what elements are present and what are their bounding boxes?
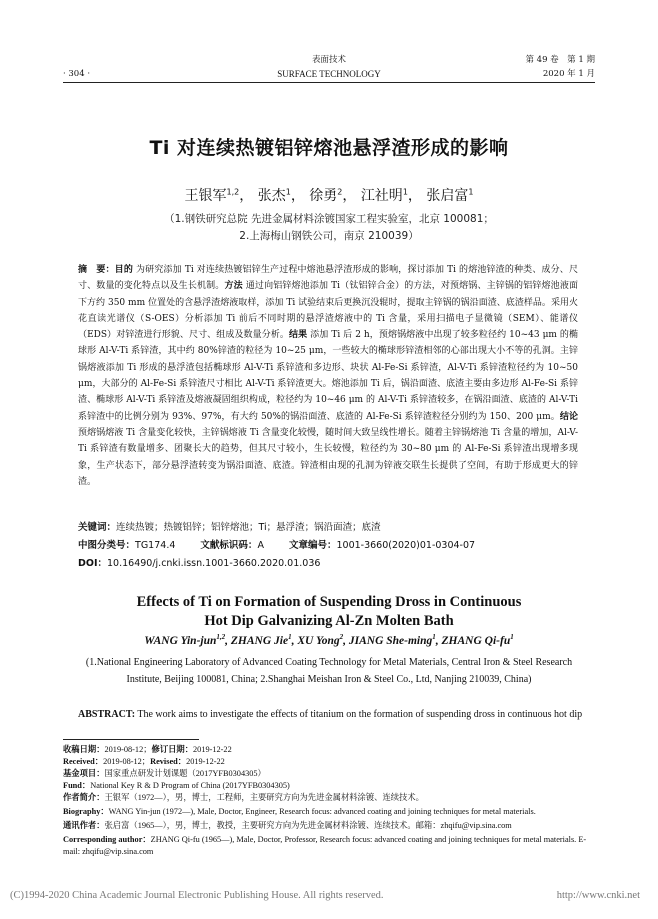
author-en-affil: 1 — [432, 633, 436, 641]
author-en-sep: , — [291, 634, 298, 647]
author-en-affil: 1,2 — [216, 633, 226, 641]
clc-label: 中图分类号： — [78, 540, 136, 551]
author-cn: 张启富 — [426, 188, 469, 204]
author-cn-affil: 2 — [337, 187, 343, 197]
keywords-value: 连续热镀；热镀铝锌；铝锌熔池；Ti；悬浮渣；锅沿面渣；底渣 — [116, 522, 381, 533]
author-cn-affil: 1 — [402, 187, 408, 197]
author-en: WANG Yin-jun — [144, 634, 217, 647]
author-en: JIANG She-ming — [348, 634, 433, 647]
keywords-label: 关键词： — [78, 522, 117, 533]
paper-title-cn: Ti 对连续热镀铝锌熔池悬浮渣形成的影响 — [149, 137, 509, 159]
corr-en-label: Corresponding author： — [63, 835, 151, 844]
author-cn-affil: 1 — [468, 187, 474, 197]
affiliation-en-line2: Institute, Beijing 100081, China; 2.Shanghai Meishan Iron & Steel Co., Ltd, Nanjing 210039, China) — [126, 674, 532, 685]
footnote-corr-cn — [63, 820, 595, 832]
purpose-text: 为研究添加 Ti 对连续热镀铝锌生产过程中熔池悬浮渣形成的影响，探讨添加 Ti 的熔池锌渣的种类、成分、尺寸、数量的变化特点以及生长机制。 — [78, 265, 578, 292]
authors-cn — [0, 185, 658, 205]
clc-value: TG174.4 — [135, 540, 176, 551]
received-cn: 2019-08-12； — [104, 745, 152, 754]
author-cn-affil: 1,2 — [226, 187, 240, 197]
doi-line — [78, 555, 320, 569]
author-cn-affil: 1 — [285, 187, 291, 197]
doi-value: 10.16490/j.cnki.issn.1001-3660.2020.01.036 — [107, 558, 321, 569]
author-cn-sep: ， — [342, 188, 357, 204]
fund-en-label: Fund： — [63, 781, 91, 790]
author-en: XU Yong — [297, 634, 340, 647]
revised-en-label: Revised： — [150, 757, 187, 766]
bio-en: WANG Yin-jun (1972—), Male, Doctor, Engineer, Research focus: advanced coating and joining techniques for metal materials. — [108, 807, 536, 816]
journal-title-en: SURFACE TECHNOLOGY — [277, 69, 381, 79]
author-en-sep: , — [435, 634, 442, 647]
copyright-footer: (C)1994-2020 China Academic Journal Electronic Publishing House. All rights reserved. — [10, 890, 384, 901]
author-cn: 张杰 — [257, 188, 286, 204]
conclusion-text: 预熔锅熔液 Ti 含量变化较快，主锌锅熔液 Ti 含量变化较慢，随时间大致呈线性增长。随着主锌锅熔池 Ti 含量的增加，Al-V-Ti 系锌渣有数量增多、团聚长大的趋势，但其尺寸较小，生长较慢，粒径约为 30~80 μm 的 Al-Fe-Si 系锌渣出现增多现象，生产状态下，部分悬浮渣转变为锅沿面渣、底渣。锌渣相由现的孔洞为锌液交联生长提供了空间，有助于形成更大的锌渣。 — [78, 427, 578, 487]
method-label: 方法 — [224, 281, 243, 292]
revised-en: 2019-12-22 — [186, 757, 225, 766]
abstract-cn-label: 摘 要： — [78, 265, 115, 275]
fund-en: National Key R & D Program of China (2017YFB0304305) — [90, 781, 290, 790]
affiliation-en-line1: (1.National Engineering Laboratory of Advanced Coating Technology for Metal Materials, Central Iron & Steel Research — [85, 657, 573, 668]
abstract-cn — [78, 262, 578, 490]
corr-cn: 张启富（1965—），男，博士，教授，主要研究方向为先进金属材料涂镀、连续技术。邮箱：zhqifu@vip.sina.com — [104, 821, 512, 830]
revised-cn-label: 修订日期： — [151, 745, 194, 754]
affiliation-cn-line2: 2.上海梅山钢铁公司，南京 210039） — [239, 230, 419, 242]
author-cn: 王银军 — [184, 188, 227, 204]
author-cn-sep: ， — [290, 188, 305, 204]
doc-code-label: 文献标识码： — [200, 540, 258, 551]
fund-cn: 国家重点研发计划课题（2017YFB0304305） — [104, 769, 266, 778]
revised-cn: 2019-12-22 — [193, 745, 232, 754]
conclusion-label: 结论 — [559, 411, 578, 422]
header-rule — [63, 82, 595, 83]
bio-en-label: Biography： — [63, 807, 109, 816]
volume-issue: 第 49 卷 第 1 期 — [525, 55, 595, 65]
author-en-sep: , — [343, 634, 349, 647]
author-cn-sep: ， — [407, 188, 422, 204]
paper-title-en-line1: Effects of Ti on Formation of Suspending Dross in Continuous — [136, 594, 522, 610]
footnote-dates-cn — [63, 744, 595, 756]
abstract-en-text: The work aims to investigate the effects of titanium on the formation of suspending dross in continuous hot dip — [137, 709, 583, 720]
doi-label: DOI： — [78, 558, 107, 569]
footnote-corr-en — [63, 834, 595, 858]
method-text: 通过向铝锌熔池添加 Ti（钛铝锌合金）的方法，对预熔锅、主锌锅的铝锌熔池液面下方约 350 mm 位置处的含悬浮渣熔液取样，添加 Ti 试验结束后更换沉没辊时，提取主锌锅的锅沿面渣、底渣样品。采用火花直读光谱仪（S-OES）分析添加 Ti 前后不同时期的悬浮渣熔液中的 Ti 含量，采用扫描电子显微镜（SEM）、能谱仪（EDS）对锌渣进行形貌、尺寸、组成及数量分析。 — [78, 281, 578, 341]
cnki-url[interactable]: http://www.cnki.net — [556, 890, 640, 901]
classification-line — [78, 537, 475, 551]
received-cn-label: 收稿日期： — [63, 745, 105, 754]
footnote-rule — [63, 739, 199, 740]
received-en: 2019-08-12； — [103, 757, 151, 766]
abstract-en-label: ABSTRACT: — [78, 709, 136, 720]
bio-cn-label: 作者简介： — [63, 793, 105, 802]
author-en-affil: 2 — [339, 633, 344, 641]
author-en-sep: , — [225, 634, 231, 647]
corr-en: ZHANG Qi-fu (1965—), Male, Doctor, Professor, Research focus: advanced coating and joining techniques for metal materials. E-mail: zhqifu@vip.sina.com — [63, 835, 587, 856]
issue-date: 2020 年 1 月 — [542, 69, 595, 79]
result-label: 结果 — [289, 330, 308, 341]
authors-en — [0, 633, 658, 647]
abstract-en — [78, 709, 588, 720]
fund-cn-label: 基金项目： — [63, 769, 105, 778]
keywords-cn — [78, 519, 381, 533]
author-en: ZHANG Qi-fu — [441, 634, 511, 647]
bio-cn: 王银军（1972—），男，博士，工程师，主要研究方向为先进金属材料涂镀、连续技术。 — [104, 793, 424, 802]
author-en-affil: 1 — [288, 633, 292, 641]
doc-code-value: A — [257, 540, 264, 551]
journal-title-cn: 表面技术 — [311, 55, 346, 65]
author-cn: 江社明 — [360, 188, 403, 204]
received-en-label: Received： — [63, 757, 104, 766]
article-no-value: 1001-3660(2020)01-0304-07 — [336, 540, 476, 551]
result-text: 添加 Ti 后 2 h，预熔锅熔液中出现了较多粒径约 10~43 μm 的椭球形 Al-V-Ti 系锌渣，其中约 80%锌渣的粒径为 10~25 μm，一些较大的椭球形锌渣相邻的心部出现大小不等的孔洞。主锌锅熔液添加 Ti 形成的悬浮渣包括椭球形 Al-V-Ti 系锌渣和多边形、块状 Al-Fe-Si 系锌渣，Al-V-Ti 系锌渣粒径约为 10~50 μm，大部分的 Al-Fe-Si 系锌渣尺寸相比 Al-V-Ti 系锌渣更大。熔池添加 Ti 后，锅沿面渣、底渣主要由多边形 Al-Fe-Si 系锌渣、椭球形 Al-V-Ti 系锌渣及熔液凝固组织构成，粒径约为 10~46 μm 的 Al-V-Ti 系锌渣较多，在锅沿面渣、底渣的 Al-V-Ti 系锌渣中的比例分别为 93%、97%，有大约 50%的锅沿面渣、底渣的 Al-Fe-Si 系锌渣粒径分别约为 150、200 μm。 — [78, 330, 579, 422]
footnote-dates-en — [63, 756, 595, 768]
paper-title-en-line2: Hot Dip Galvanizing Al-Zn Molten Bath — [204, 613, 454, 629]
purpose-label: 目的 — [114, 265, 133, 275]
author-cn: 徐勇 — [309, 188, 338, 204]
footnote-fund-cn — [63, 768, 595, 780]
footnote-bio-cn — [63, 792, 595, 804]
corr-cn-label: 通讯作者： — [63, 821, 105, 830]
footnote-bio-en — [63, 806, 595, 818]
affiliation-cn-line1: （1.钢铁研究总院 先进金属材料涂镀国家工程实验室，北京 100081； — [164, 213, 494, 225]
article-no-label: 文章编号： — [288, 540, 337, 551]
author-en-affil: 1 — [510, 633, 514, 641]
page-number: · 304 · — [63, 69, 91, 79]
footnote-fund-en — [63, 780, 595, 792]
author-cn-sep: ， — [239, 188, 254, 204]
author-en: ZHANG Jie — [230, 634, 289, 647]
